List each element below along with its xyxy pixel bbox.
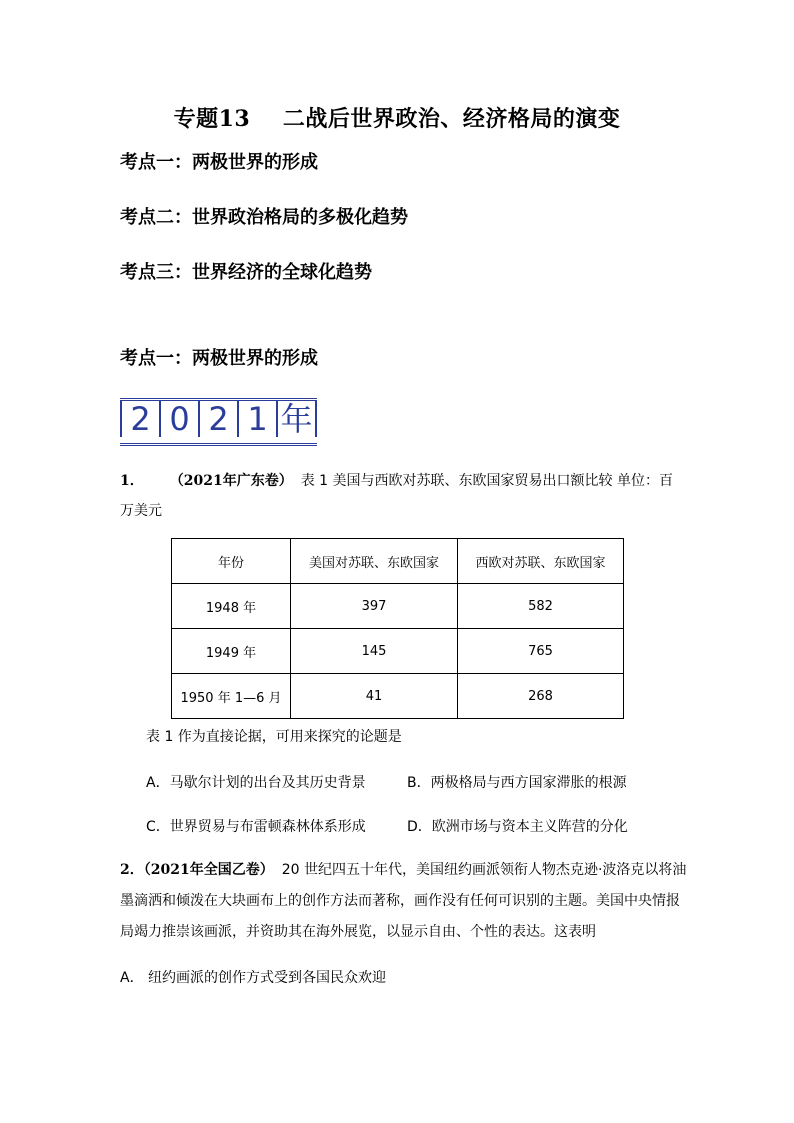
table-cell: 765 [458, 629, 624, 674]
table-header-cell: 西欧对苏联、东欧国家 [458, 539, 624, 584]
table-cell: 145 [291, 629, 458, 674]
option-a[interactable]: A． 纽约画派的创作方式受到各国民众欢迎 [120, 970, 387, 986]
option-c[interactable]: C．世界贸易与布雷顿森林体系形成 [146, 819, 366, 835]
question-1-intro [120, 471, 673, 491]
table-row [172, 584, 624, 629]
question-1-intro-cont: 万美元 [120, 503, 162, 519]
outline-item-2: 考点二：世界政治格局的多极化趋势 [120, 207, 408, 228]
outline-item-1: 考点一：两极世界的形成 [120, 152, 318, 173]
year-char: 2 [120, 401, 159, 437]
year-char: 2 [198, 401, 237, 437]
outline-item-3: 考点三：世界经济的全球化趋势 [120, 262, 372, 283]
option-b[interactable]: B．两极格局与西方国家滞胀的根源 [407, 775, 627, 791]
table-cell: 41 [291, 674, 458, 719]
table-cell: 397 [291, 584, 458, 629]
question-2-line-3: 局竭力推崇该画派，并资助其在海外展览，以显示自由、个性的表达。这表明 [120, 924, 596, 940]
question-source: （2021年全国乙卷） [143, 862, 274, 878]
question-2-line-1 [120, 860, 686, 880]
year-banner-2021 [120, 398, 317, 446]
table-row [172, 674, 624, 719]
question-number: 2． [120, 862, 144, 878]
table-header-row [172, 539, 624, 584]
section-heading: 考点一：两极世界的形成 [120, 348, 318, 369]
question-source: （2021年广东卷） [169, 473, 293, 489]
year-char: 年 [276, 401, 317, 437]
question-number: 1． [120, 473, 144, 489]
table-cell: 268 [458, 674, 624, 719]
question-2-line-2: 墨滴洒和倾泼在大块画布上的创作方法而著称，画作没有任何可识别的主题。美国中央情报 [120, 893, 680, 909]
table-cell: 1949 年 [172, 629, 291, 674]
question-text: 20 世纪四五十年代，美国纽约画派领衔人物杰克逊·波洛克以将油 [281, 862, 687, 878]
page-title: 专题13 二战后世界政治、经济格局的演变 [173, 106, 621, 132]
year-char: 0 [159, 401, 198, 437]
option-d[interactable]: D．欧洲市场与资本主义阵营的分化 [407, 819, 628, 835]
table-cell: 1948 年 [172, 584, 291, 629]
table-header-cell: 年份 [172, 539, 291, 584]
option-a[interactable]: A．马歇尔计划的出台及其历史背景 [146, 775, 366, 791]
table-header-cell: 美国对苏联、东欧国家 [291, 539, 458, 584]
question-1-stem: 表 1 作为直接论据，可用来探究的论题是 [146, 729, 402, 745]
question-intro-text: 表 1 美国与西欧对苏联、东欧国家贸易出口额比较 单位：百 [300, 473, 673, 489]
table-cell: 1950 年 1—6 月 [172, 674, 291, 719]
year-char: 1 [237, 401, 276, 437]
trade-export-table [171, 538, 624, 719]
table-cell: 582 [458, 584, 624, 629]
table-row [172, 629, 624, 674]
